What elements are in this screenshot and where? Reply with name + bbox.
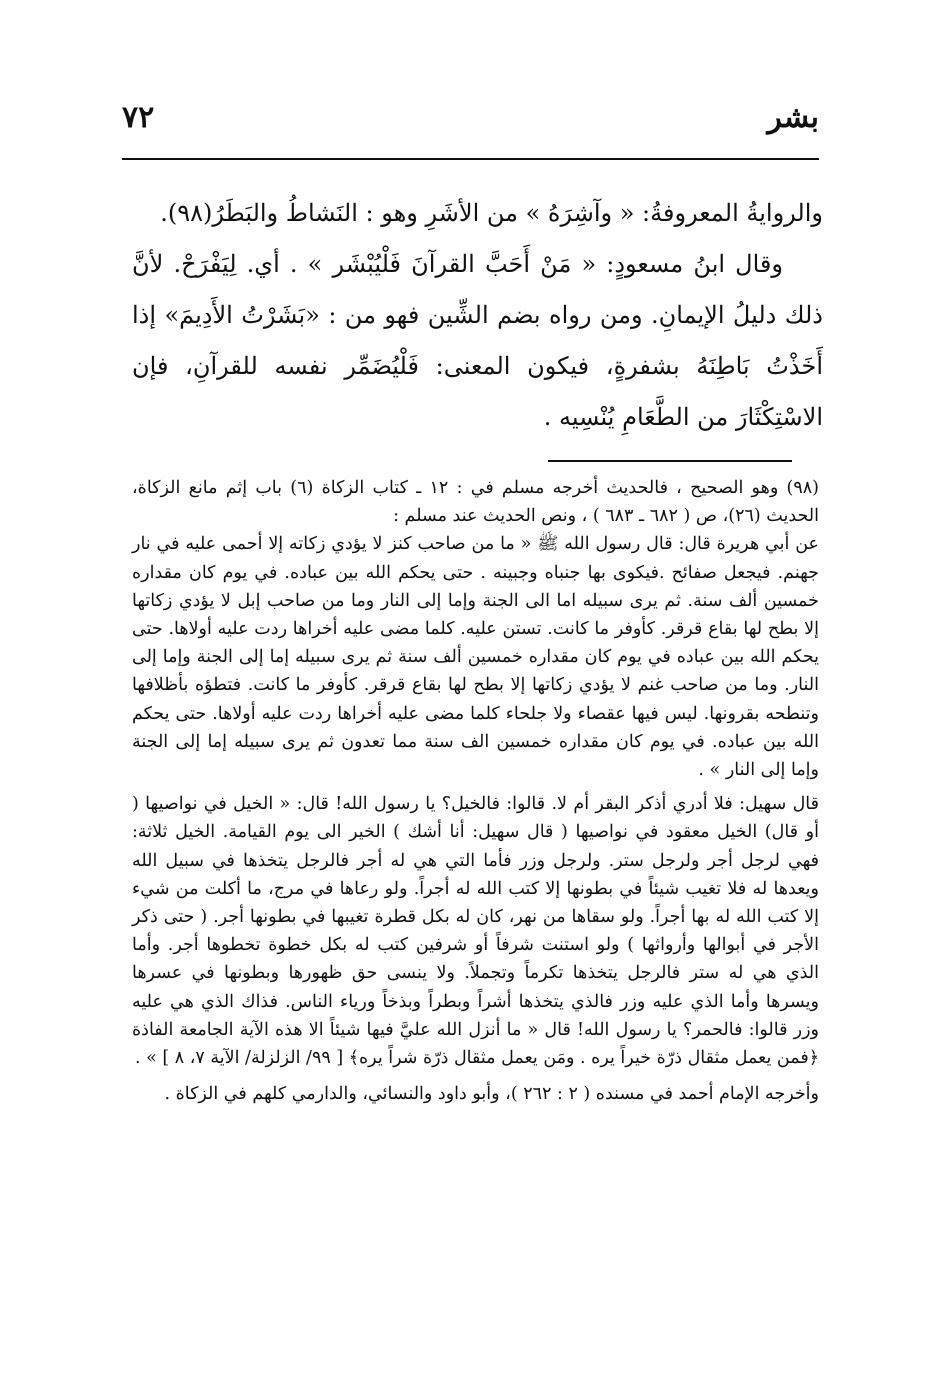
page-header <box>122 100 819 152</box>
main-paragraph-1: والروايةُ المعروفةُ: « وآشِرَهُ » من الأشَرِ وهو : النَشاطُ والبَطَرُ(٩٨). <box>160 199 823 227</box>
footnotes <box>132 474 819 1108</box>
footnote-sources: وأخرجه الإمام أحمد في مسنده ( ٢ : ٢٦٢ )، وأبو داود والنسائي، والدارمي كلهم في الزكاة . <box>164 1084 819 1105</box>
running-title: بشر <box>767 100 819 135</box>
footnote-rule <box>548 460 792 462</box>
footnote-hadith-text: عن أبي هريرة قال: قال رسول الله ﷺ « ما من صاحب كنز لا يؤدي زكاته إلا أحمى عليه في نار جهنم. فيجعل صفائح .فيكوى بها جنباه وجبينه . حتى يحكم الله بين عباده. في يوم كان مقداره خمسين ألف سنة. ثم يرى سبيله اما الى الجنة وإما إلى النار وما من صاحب إبل لا يؤدي زكاتها إلا بطح لها بقاع قرقر. كأوفر ما كانت. تستن عليه. كلما مضى عليه أخراها ردت عليه أولاها. حتى يحكم الله بين عباده في يوم كان مقداره خمسين ألف سنة ثم يرى سبيله إما إلى الجنة وإما إلى النار. وما من صاحب غنم لا يؤدي زكاتها إلا بطح لها بقاع قرقر. كأوفر ما كانت. فتطؤه بأظلافها وتنطحه بقرونها. ليس فيها عقصاء ولا جلحاء كلما مضى عليه أخراها ردت عليه أولاها. حتى يحكم الله بين عباده. في يوم كان مقداره خمسين الف سنة مما تعدون ثم يرى سبيله إما إلى الجنة وإما إلى النار » . <box>132 534 819 781</box>
main-paragraph-2: وقال ابنُ مسعودٍ: « مَنْ أَحَبَّ القرآنَ فَلْيُبْشَر » . أي. لِيَفْرَحْ. لأنَّ ذلك دليلُ الإيمانِ. ومن رواه بضم الشِّين فهو من : «بَشَرْتُ الأَدِيمَ» إذا أَخَذْتُ بَاطِنَهُ بشفرةٍ، فيكون المعنى: فَلْيُضَمِّر نفسه للقرآنِ، فإن الاسْتِكْثَارَ من الطَّعَامِ يُنْسِيه . <box>132 250 823 431</box>
footnote-suhail-text: قال سهيل: فلا أدري أذكر البقر أم لا. قالوا: فالخيل؟ يا رسول الله! قال: « الخيل في نواصيها ( أو قال) الخيل معقود في نواصيها ( قال سهيل: أنا أشك ) الخير الى يوم القيامة. الخيل ثلاثة: فهي لرجل أجر ولرجل ستر. ولرجل وزر فأما التي هي له أجر فالرجل يتخذها في سبيل الله ويعدها له فلا تغيب شيئاً في بطونها إلا كتب الله له أجراً. ولو رعاها في مرج، ما أكلت من شيء إلا كتب الله له بها أجراً. ولو سقاها من نهر، كان له بكل قطرة تغيبها في بطونها أجر. ( حتى ذكر الأجر في أبوالها وأرواثها ) ولو استنت شرفاً أو شرفين كتب له بكل خطوة تخطوها أجر. وأما الذي هي له ستر فالرجل يتخذها تكرماً وتجملاً. ولا ينسى حق ظهورها وبطونها في عسرها ويسرها وأما الذي عليه وزر فالذي يتخذها أشراً وبطراً وبذخاً ورياء الناس. فذاك الذي هي عليه وزر قالوا: فالحمر؟ يا رسول الله! قال « ما أنزل الله عليَّ فيها شيئاً الا هذه الآية الجامعة الفاذة ﴿فمن يعمل مثقال ذرّة خيراً يره . ومَن يعمل مثقال ذرّة شراً يره﴾ [ ٩٩/ الزلزلة/ الآية ٧، ٨ ] » . <box>132 794 819 1069</box>
main-text <box>132 188 823 443</box>
footnote-98-citation: (٩٨) وهو الصحيح ، فالحديث أخرجه مسلم في : ١٢ ـ كتاب الزكاة (٦) باب إثم مانع الزكاة، الحديث (٢٦)، ص ( ٦٨٢ ـ ٦٨٣ ) ، ونص الحديث عند مسلم : <box>132 478 819 527</box>
page-number: ٧٢ <box>122 100 155 135</box>
header-rule <box>122 158 819 160</box>
